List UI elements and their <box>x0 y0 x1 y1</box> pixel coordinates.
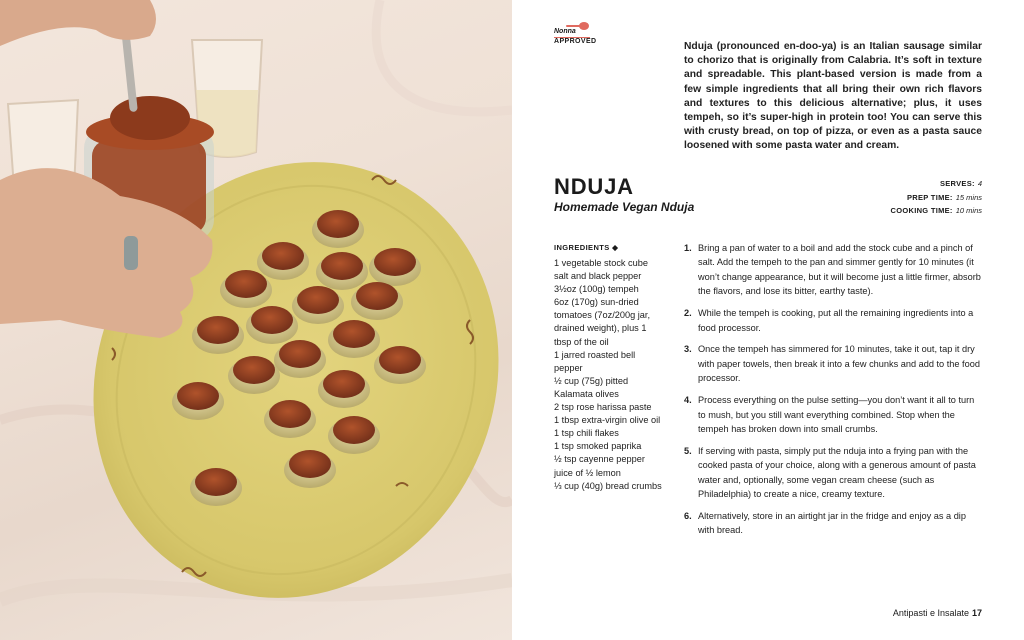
prep-time-label: PREP TIME: <box>906 192 953 202</box>
nonna-approved-badge <box>554 20 624 48</box>
page-footer <box>893 608 982 618</box>
intro-paragraph: Nduja (pronounced en-doo-ya) is an Italian sausage similar to chorizo that is originally from Calabria. It’s soft in texture and spreadable. This plant-based version is made from a few simple ingredients that all bring their own rich flavors and textures to this delicious alternative; plus, it uses tempeh, so it’s super-high in protein too! You can serve this with crusty bread, on top of pizza, or even as a pasta sauce loosened with some pasta water and cream. <box>684 41 982 152</box>
step-text: Process everything on the pulse setting—you don’t want it all to turn to mush, but you still want everything combined. Stop when the tempeh has broken down into small crumbs. <box>698 395 975 434</box>
cooking-time-row <box>891 204 983 218</box>
recipe-page <box>512 0 1024 640</box>
step-2 <box>684 306 982 335</box>
step-number: 5. <box>684 445 692 456</box>
recipe-subtitle: Homemade Vegan Nduja <box>554 200 695 214</box>
ingredient-item: 3½oz (100g) tempeh <box>554 284 639 295</box>
prep-time-row <box>891 191 983 205</box>
ingredient-item: 6oz (170g) sun-dried tomatoes (7oz/200g jar, drained weight), plus 1 tbsp of the oil <box>554 297 651 347</box>
hand-top <box>0 0 156 46</box>
ingredients-list <box>554 257 666 493</box>
step-text: If serving with pasta, simply put the nduja into a frying pan with the cooked pasta of your choice, along with a generous amount of pasta water and, optionally, some vegan cream cheese (such as Philadelphia) to create a nice, creamy texture. <box>698 445 976 500</box>
ingredient-item: ½ cup (75g) pitted Kalamata olives <box>554 375 629 399</box>
step-text: Once the tempeh has simmered for 10 minutes, take it out, tap it dry with paper towels, then break it into a few chunks and add to the food processor. <box>698 344 980 384</box>
step-1 <box>684 241 982 299</box>
ingredient-item: 1 tbsp extra-virgin olive oil <box>554 415 661 426</box>
ingredient-item: salt and black pepper <box>554 271 642 282</box>
serves-value: 4 <box>977 179 982 188</box>
cooking-time-label: COOKING TIME: <box>890 206 953 216</box>
ingredient-item: 1 tsp smoked paprika <box>554 441 642 452</box>
step-number: 2. <box>684 308 692 319</box>
cooking-time-value: 10 mins <box>955 206 982 216</box>
ingredient-item: 1 jarred roasted bell pepper <box>554 349 636 373</box>
recipe-meta <box>891 177 983 218</box>
ingredient-item: ½ tsp cayenne pepper <box>554 454 645 465</box>
step-3 <box>684 342 982 385</box>
step-text: While the tempeh is cooking, put all the remaining ingredients into a food processor. <box>698 308 974 333</box>
method-steps <box>684 241 982 545</box>
step-number: 4. <box>684 395 692 406</box>
badge-bottom-text: APPROVED <box>554 38 597 45</box>
step-number: 6. <box>684 511 692 521</box>
step-5 <box>684 444 982 502</box>
serves-row <box>891 177 983 191</box>
step-4 <box>684 393 982 436</box>
ingredients-heading: INGREDIENTS ◆ <box>554 243 619 252</box>
step-text: Alternatively, store in an airtight jar in the fridge and enjoy as a dip with bread. <box>698 511 966 536</box>
ingredient-item: ⅓ cup (40g) bread crumbs <box>554 480 662 491</box>
page-number: 17 <box>971 608 982 618</box>
step-number: 3. <box>684 344 692 355</box>
ingredient-item: 1 tsp chili flakes <box>554 428 619 439</box>
ingredient-item: 1 vegetable stock cube <box>554 258 648 268</box>
ingredient-item: 2 tsp rose harissa paste <box>554 402 652 413</box>
step-6 <box>684 509 982 538</box>
footer-section: Antipasti e Insalate <box>892 608 969 618</box>
badge-top-text: Nonna <box>554 28 576 35</box>
step-text: Bring a pan of water to a boil and add the stock cube and a pinch of salt. Add the tempeh to the pan and simmer gently for 10 minutes (it won’t change appearance, but it will become just a little firmer, absorb the flavors, and lose its bitter, earthy taste). <box>698 243 981 297</box>
recipe-title: NDUJA <box>554 174 634 199</box>
step-number: 1. <box>684 243 692 253</box>
ingredient-item: juice of ½ lemon <box>554 467 621 478</box>
prep-time-value: 15 mins <box>955 192 982 202</box>
ring <box>124 236 138 270</box>
serves-label: SERVES: <box>939 179 975 188</box>
